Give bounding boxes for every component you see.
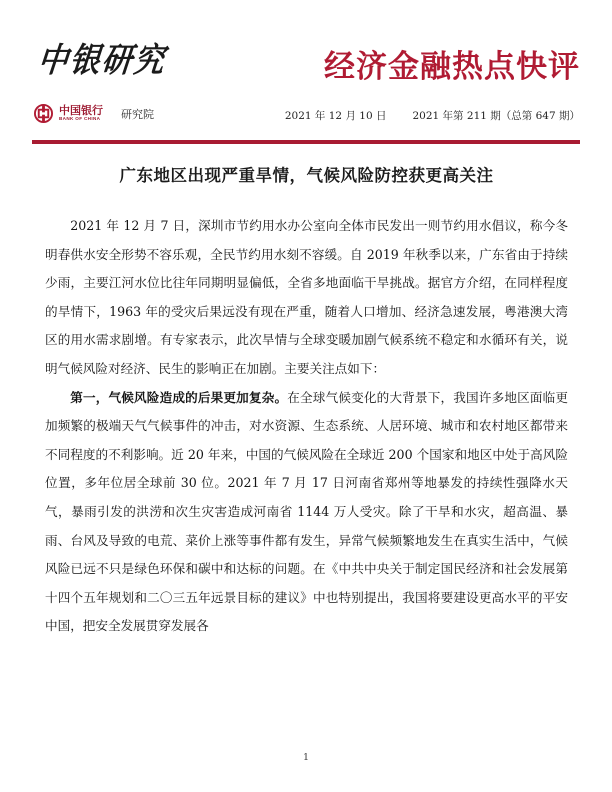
publication-title: 经济金融热点快评 bbox=[324, 49, 580, 85]
paragraph-2-text: 在全球气候变化的大背景下，我国许多地区面临更加频繁的极端天气气候事件的冲击，对水资源、生态系统、人居环境、城市和农村地区都带来不同程度的不利影响。近 20 年来，中国的气候风险在全球近 200 个国家和地区中处于高风险位置，多年位居全球前 30 位。2021 年 7 月 17 日河南省郑州等地暴发的持续性强降水天气，暴雨引发的洪涝和次生灾害造成河南省 1144 万人受灾。除了干旱和水灾，超高温、暴雨、台风及导致的电荒、菜价上涨等事件都有发生，异常气候频繁地发生在真实生活中，气候风险已远不只是绿色环保和碳中和达标的问题。在《中共中央关于制定国民经济和社会发展第十四个五年规划和二〇三五年远景目标的建议》中也特别提出，我国将要建设更高水平的平安中国，把安全发展贯穿发展各 bbox=[45, 389, 569, 634]
article-body bbox=[45, 212, 568, 641]
paragraph-1-text: 2021 年 12 月 7 日，深圳市节约用水办公室向全体市民发出一则节约用水倡议，称今冬明春供水安全形势不容乐观，全民节约用水刻不容缓。自 2019 年秋季以来，广东省由于持续少雨，主要江河水位比往年同期明显偏低，全省多地面临干旱挑战。据官方介绍，在同样程度的旱情下，1963 年的受灾后果远没有现在严重，随着人口增加、经济急速发展，粤港澳大湾区的用水需求剧增。有专家表示，此次旱情与全球变暖加剧气候系统不稳定和水循环有关，说明气候风险对经济、民生的影响正在加剧。主要关注点如下： bbox=[45, 218, 568, 376]
paragraph-1 bbox=[45, 212, 568, 384]
bank-name-en: BANK OF CHINA bbox=[59, 116, 101, 122]
bank-name-cn: 中国银行 bbox=[59, 103, 103, 117]
bank-of-china-names bbox=[59, 105, 103, 122]
institute-label: 研究院 bbox=[121, 107, 154, 121]
issue-number: 2021 年第 211 期（总第 647 期） bbox=[412, 110, 580, 122]
paragraph-2 bbox=[45, 384, 568, 641]
masthead-divider bbox=[32, 140, 580, 144]
issue-line bbox=[285, 108, 580, 123]
masthead bbox=[32, 41, 580, 140]
bank-of-china-logo-row bbox=[34, 104, 154, 123]
bank-of-china-logo-icon bbox=[34, 104, 53, 123]
zhongyin-research-wordmark: 中银研究 bbox=[35, 41, 168, 81]
publication-date: 2021 年 12 月 10 日 bbox=[284, 110, 387, 122]
paragraph-2-lead-in: 第一，气候风险造成的后果更加复杂。 bbox=[70, 389, 288, 405]
article-title: 广东地区出现严重旱情，气候风险防控获更高关注 bbox=[119, 166, 494, 185]
brand-block bbox=[32, 41, 282, 122]
page-number: 1 bbox=[302, 752, 310, 763]
